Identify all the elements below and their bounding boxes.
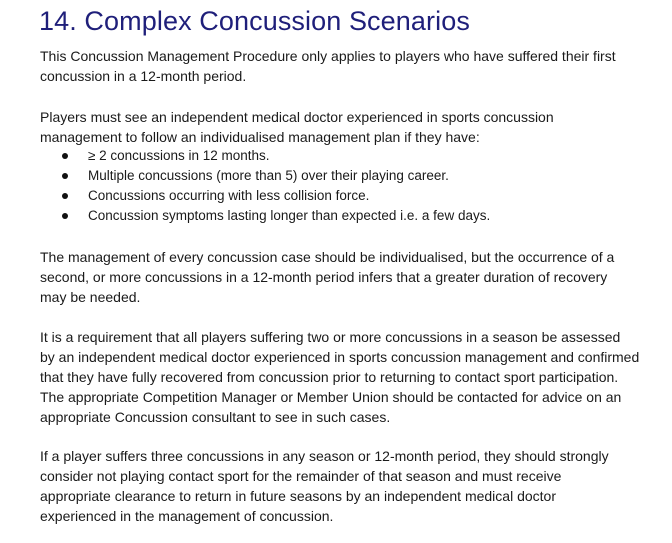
list-item-text: Multiple concussions (more than 5) over their playing career. <box>88 168 449 183</box>
text-line: management to follow an individualised management plan if they have: <box>40 129 480 145</box>
section-heading: 14. Complex Concussion Scenarios <box>39 6 470 36</box>
text-line: This Concussion Management Procedure only applies to players who have suffered their first <box>40 48 616 64</box>
text-line: It is a requirement that all players suffering two or more concussions in a season be assessed <box>40 329 621 345</box>
individualised-paragraph <box>40 247 656 307</box>
bullet-icon <box>62 153 68 159</box>
text-line: that they have fully recovered from concussion prior to returning to contact sport participation. <box>40 369 619 385</box>
text-line: by an independent medical doctor experienced in sports concussion management and confirmed <box>40 349 640 365</box>
text-line: second, or more concussions in a 12-month period infers that a greater duration of recovery <box>40 269 608 285</box>
list-item <box>40 166 640 186</box>
bullet-icon <box>62 193 68 199</box>
list-item <box>40 206 640 226</box>
requirement-paragraph <box>40 327 656 427</box>
text-line: may be needed. <box>40 289 141 305</box>
text-line: appropriate clearance to return in future seasons by an independent medical doctor <box>40 488 556 504</box>
list-item <box>40 186 640 206</box>
text-line: appropriate Concussion consultant to see in such cases. <box>40 409 391 425</box>
list-item-text: Concussion symptoms lasting longer than expected i.e. a few days. <box>88 208 491 223</box>
text-line: The appropriate Competition Manager or Member Union should be contacted for advice on an <box>40 389 622 405</box>
must-see-paragraph <box>40 107 656 147</box>
bullet-icon <box>62 213 68 219</box>
text-line: concussion in a 12-month period. <box>40 68 247 84</box>
list-item <box>40 146 640 166</box>
three-concussions-paragraph <box>40 446 656 526</box>
list-item-text: Concussions occurring with less collision force. <box>88 188 370 203</box>
criteria-list <box>40 146 640 226</box>
text-line: If a player suffers three concussions in any season or 12-month period, they should strongly <box>40 448 609 464</box>
list-item-text: ≥ 2 concussions in 12 months. <box>88 148 270 163</box>
text-line: experienced in the management of concussion. <box>40 508 334 524</box>
text-line: consider not playing contact sport for the remainder of that season and must receive <box>40 468 562 484</box>
intro-paragraph <box>40 46 656 86</box>
bullet-icon <box>62 173 68 179</box>
text-line: Players must see an independent medical doctor experienced in sports concussion <box>40 109 554 125</box>
text-line: The management of every concussion case should be individualised, but the occurrence of a <box>40 249 615 265</box>
